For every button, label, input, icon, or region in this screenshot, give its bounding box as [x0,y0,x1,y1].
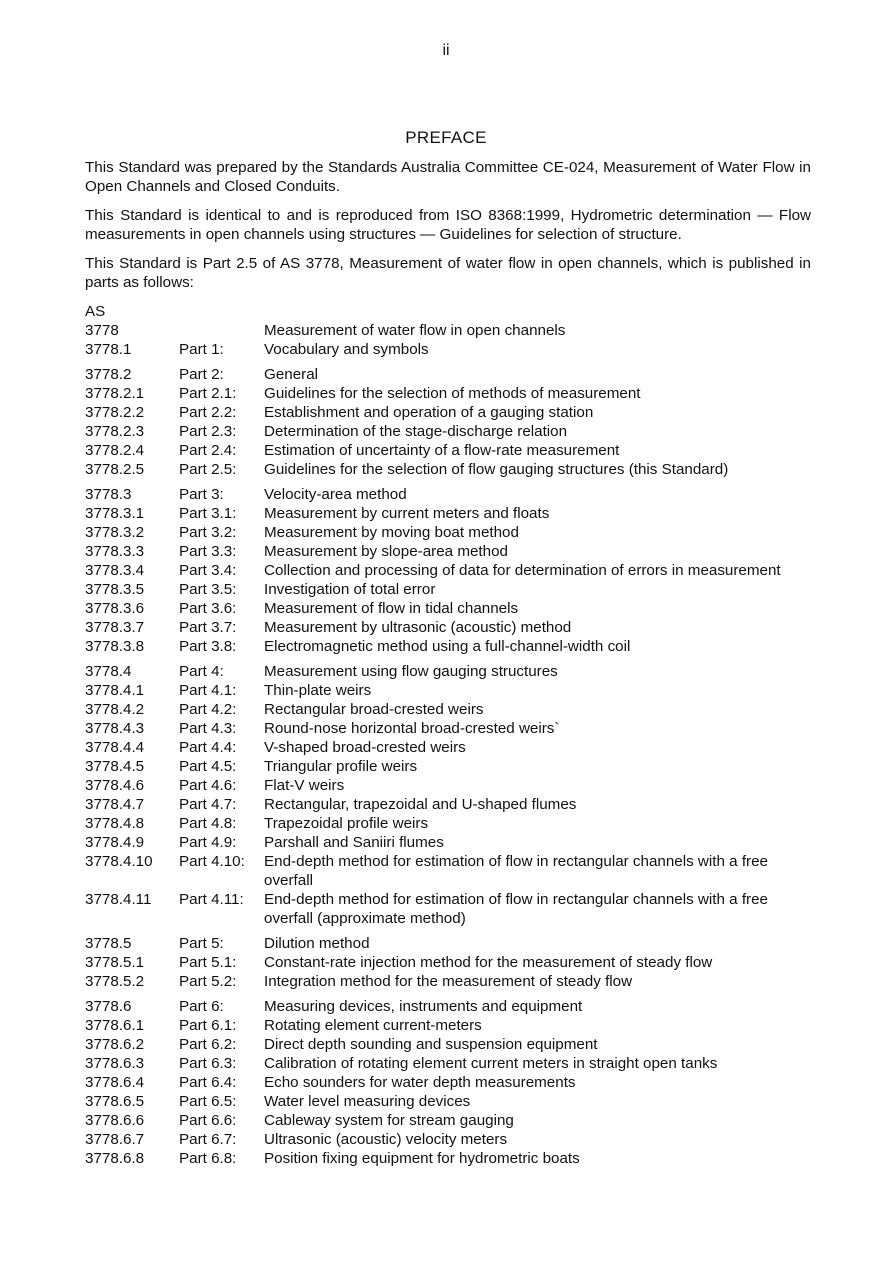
part-number: Part 4.4: [179,739,237,756]
part-number: Part 2: [179,366,224,383]
part-number: Part 3.5: [179,581,237,598]
part-title: Cableway system for stream gauging [264,1112,514,1129]
standard-number: 3778.4.4 [85,739,145,756]
paragraph-parts-intro: This Standard is Part 2.5 of AS 3778, Measurement of water flow in open channels, which is published in parts as follows: [85,255,811,291]
part-title: End-depth method for estimation of flow in rectangular channels with a free overfall (approximate method) [264,891,768,927]
table-row [85,795,811,814]
preface-body [85,158,811,1168]
part-number: Part 4.5: [179,758,237,775]
part-title: Flat-V weirs [264,777,345,794]
table-row [85,890,811,928]
part-number: Part 4.1: [179,682,237,699]
table-row [85,422,811,441]
part-title: Calibration of rotating element current meters in straight open tanks [264,1055,718,1072]
standard-number: 3778.6.4 [85,1074,145,1091]
part-number: Part 3.1: [179,505,237,522]
part-number: Part 6.1: [179,1017,237,1034]
part-number: Part 2.5: [179,461,237,478]
standard-number: 3778.6 [85,998,132,1015]
part-number: Part 6.7: [179,1131,237,1148]
standard-number: 3778.4.2 [85,701,145,718]
part-number: Part 3.2: [179,524,237,541]
part-number: Part 6.5: [179,1093,237,1110]
standard-number: 3778.5 [85,935,132,952]
part-title: Measurement by ultrasonic (acoustic) method [264,619,572,636]
table-row [85,1149,811,1168]
standard-number: 3778.5.1 [85,954,145,971]
part-number: Part 5: [179,935,224,952]
part-title: Determination of the stage-discharge relation [264,423,568,440]
standard-number: 3778.2.4 [85,442,145,459]
table-row [85,700,811,719]
standard-number: 3778.6.2 [85,1036,145,1053]
table-row [85,1092,811,1111]
part-number: Part 2.3: [179,423,237,440]
standard-number: 3778.6.3 [85,1055,145,1072]
standard-number: 3778.6.8 [85,1150,145,1167]
standard-number: 3778.5.2 [85,973,145,990]
page-number: ii [442,42,450,59]
table-row [85,523,811,542]
part-number: Part 6.3: [179,1055,237,1072]
table-row [85,1130,811,1149]
part-number: Part 6: [179,998,224,1015]
part-number: Part 4.11: [179,891,244,908]
table-row [85,384,811,403]
part-number: Part 2.2: [179,404,237,421]
standard-number: 3778.2 [85,366,132,383]
table-row [85,599,811,618]
table-row [85,1054,811,1073]
part-number: Part 5.1: [179,954,237,971]
table-row [85,504,811,523]
part-title: Water level measuring devices [264,1093,471,1110]
part-title: Integration method for the measurement of steady flow [264,973,633,990]
standard-number: 3778.2.3 [85,423,145,440]
table-row [85,738,811,757]
part-number: Part 1: [179,341,224,358]
standard-number: 3778.3.4 [85,562,145,579]
part-title: General [264,366,319,383]
standard-number: 3778.3.3 [85,543,145,560]
parts-table [85,321,811,1168]
standard-number: 3778 [85,322,119,339]
standard-number: 3778.6.1 [85,1017,145,1034]
table-row [85,991,811,1016]
as-label: AS [85,303,106,320]
standard-number: 3778.3.7 [85,619,145,636]
table-row [85,460,811,479]
standard-number: 3778.6.5 [85,1093,145,1110]
part-title: Rectangular, trapezoidal and U-shaped flumes [264,796,577,813]
part-number: Part 4.9: [179,834,237,851]
part-number: Part 6.8: [179,1150,237,1167]
table-row [85,542,811,561]
part-title: End-depth method for estimation of flow in rectangular channels with a free overfall [264,853,768,889]
part-number: Part 4.3: [179,720,237,737]
standard-number: 3778.4.1 [85,682,145,699]
part-number: Part 6.6: [179,1112,237,1129]
page-title: PREFACE [405,128,487,147]
standard-number: 3778.2.1 [85,385,145,402]
part-title: Constant-rate injection method for the measurement of steady flow [264,954,713,971]
part-title: Guidelines for the selection of methods of measurement [264,385,641,402]
table-row [85,681,811,700]
part-title: Electromagnetic method using a full-channel-width coil [264,638,631,655]
part-number: Part 5.2: [179,973,237,990]
standard-number: 3778.4.8 [85,815,145,832]
part-title: Rotating element current-meters [264,1017,482,1034]
table-row [85,814,811,833]
part-title: Measurement by slope-area method [264,543,508,560]
table-row [85,321,811,340]
part-title: Trapezoidal profile weirs [264,815,429,832]
table-row [85,953,811,972]
part-number: Part 3: [179,486,224,503]
table-row [85,637,811,656]
part-number: Part 3.4: [179,562,237,579]
standard-number: 3778.3.6 [85,600,145,617]
part-number: Part 3.7: [179,619,237,636]
part-title: Estimation of uncertainty of a flow-rate measurement [264,442,620,459]
standard-number: 3778.4.7 [85,796,145,813]
part-number: Part 4.6: [179,777,237,794]
table-row [85,852,811,890]
part-title: Position fixing equipment for hydrometric boats [264,1150,580,1167]
standard-number: 3778.2.5 [85,461,145,478]
table-row [85,441,811,460]
table-row [85,719,811,738]
part-number: Part 6.4: [179,1074,237,1091]
part-title: Direct depth sounding and suspension equipment [264,1036,598,1053]
table-row [85,656,811,681]
part-title: Measurement by moving boat method [264,524,519,541]
standard-number: 3778.6.6 [85,1112,145,1129]
part-title: Establishment and operation of a gauging station [264,404,594,421]
paragraph-identical: This Standard is identical to and is reproduced from ISO 8368:1999, Hydrometric determination — Flow measurements in open channels using structures — Guidelines for selection of structure. [85,207,811,243]
table-row [85,618,811,637]
part-title: Dilution method [264,935,370,952]
standard-number: 3778.4.5 [85,758,145,775]
table-row [85,1035,811,1054]
part-title: Measurement of water flow in open channels [264,322,566,339]
part-number: Part 3.8: [179,638,237,655]
part-title: Measuring devices, instruments and equipment [264,998,583,1015]
part-title: Investigation of total error [264,581,436,598]
part-number: Part 4.2: [179,701,237,718]
part-number: Part 3.6: [179,600,237,617]
part-title: Thin-plate weirs [264,682,372,699]
standard-number: 3778.4.9 [85,834,145,851]
parts-table-body [85,321,811,1168]
standard-number: 3778.2.2 [85,404,145,421]
standard-number: 3778.3.8 [85,638,145,655]
part-title: Velocity-area method [264,486,407,503]
table-row [85,776,811,795]
part-title: Rectangular broad-crested weirs [264,701,484,718]
part-number: Part 4.7: [179,796,237,813]
part-number: Part 2.4: [179,442,237,459]
part-number: Part 4.8: [179,815,237,832]
part-number: Part 2.1: [179,385,237,402]
table-row [85,561,811,580]
part-number: Part 3.3: [179,543,237,560]
part-number: Part 6.2: [179,1036,237,1053]
table-row [85,359,811,384]
standard-number: 3778.3.2 [85,524,145,541]
table-row [85,833,811,852]
part-title: Vocabulary and symbols [264,341,429,358]
standard-number: 3778.1 [85,341,132,358]
paragraph-committee: This Standard was prepared by the Standards Australia Committee CE-024, Measurement of Water Flow in Open Channels and Closed Conduits. [85,159,811,195]
part-title: Triangular profile weirs [264,758,418,775]
part-title: Measurement of flow in tidal channels [264,600,519,617]
table-row [85,1111,811,1130]
standard-number: 3778.4.11 [85,891,152,908]
part-title: Collection and processing of data for determination of errors in measurement [264,562,781,579]
standard-number: 3778.4.10 [85,853,153,870]
table-row [85,340,811,359]
part-title: Round-nose horizontal broad-crested weirs` [264,720,560,737]
part-title: V-shaped broad-crested weirs [264,739,466,756]
part-title: Measurement by current meters and floats [264,505,550,522]
standard-number: 3778.3.5 [85,581,145,598]
standard-number: 3778.3 [85,486,132,503]
standard-number: 3778.4 [85,663,132,680]
part-number: Part 4.10: [179,853,245,870]
part-title: Measurement using flow gauging structures [264,663,558,680]
table-row [85,479,811,504]
standard-number: 3778.4.6 [85,777,145,794]
table-row [85,403,811,422]
part-title: Echo sounders for water depth measurements [264,1074,576,1091]
table-row [85,1016,811,1035]
standard-number: 3778.4.3 [85,720,145,737]
table-row [85,928,811,953]
table-row [85,972,811,991]
table-row [85,580,811,599]
part-number: Part 4: [179,663,224,680]
standard-number: 3778.6.7 [85,1131,145,1148]
part-title: Parshall and Saniiri flumes [264,834,444,851]
part-title: Guidelines for the selection of flow gauging structures (this Standard) [264,461,729,478]
part-number [179,321,264,340]
table-row [85,1073,811,1092]
part-title: Ultrasonic (acoustic) velocity meters [264,1131,508,1148]
table-row [85,757,811,776]
standard-number: 3778.3.1 [85,505,145,522]
